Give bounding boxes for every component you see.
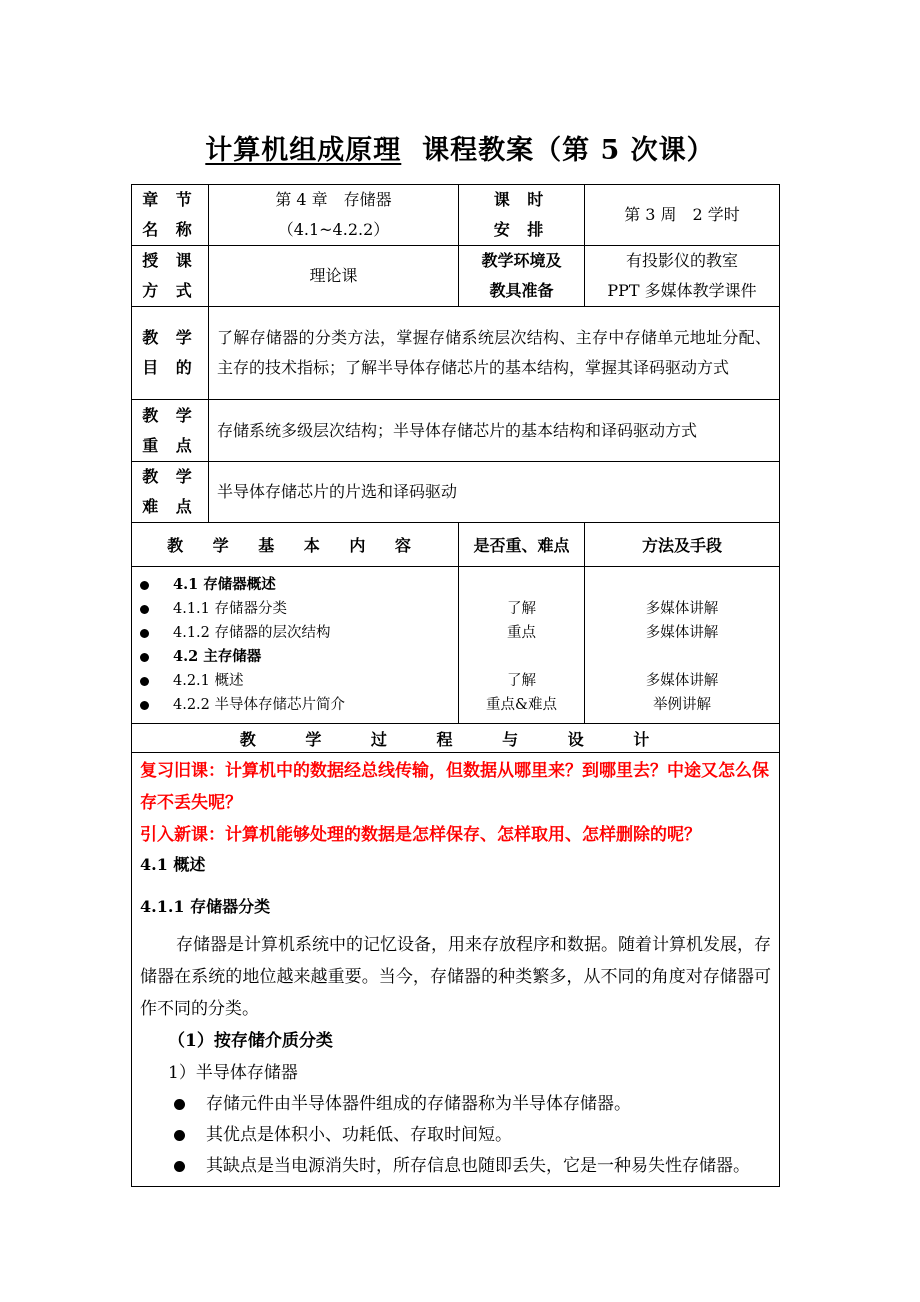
content-item-text: 4.2.2 半导体存储芯片简介 <box>173 697 346 713</box>
content-list <box>132 567 458 723</box>
label-line: 重 点 <box>142 435 198 455</box>
env-line: 有投影仪的教室 <box>625 251 738 270</box>
lesson-plan-table <box>131 184 780 1187</box>
bullet-item <box>140 1089 771 1120</box>
bullet-icon <box>140 701 149 710</box>
row-chapter <box>132 185 780 246</box>
label-line: 目 的 <box>142 358 198 377</box>
review-text: 复习旧课：计算机中的数据经总线传输，但数据从哪里来？到哪里去？中途又怎么保存不丢失呢？ <box>140 761 769 813</box>
row-goal <box>132 307 780 400</box>
chapter-label <box>132 185 209 246</box>
bullet-icon <box>140 581 149 590</box>
bullet-icon <box>140 605 149 614</box>
bullet-text: 其缺点是当电源消失时，所存信息也随即丢失，它是一种易失性存储器。 <box>206 1156 750 1176</box>
classification-subheading: 1）半导体存储器 <box>168 1063 298 1083</box>
content-item-text: 4.2 主存储器 <box>173 648 262 665</box>
method-cell <box>585 567 780 724</box>
content-row <box>132 567 780 724</box>
difficulty-label <box>132 462 209 523</box>
bullet-icon <box>174 1099 185 1110</box>
subsection-heading: 4.1.1 存储器分类 <box>140 897 271 916</box>
label-line: 方 式 <box>142 281 198 300</box>
level-list <box>459 567 584 723</box>
level-value: 重点&难点 <box>486 697 557 713</box>
intro-text: 引入新课：计算机能够处理的数据是怎样保存、怎样取用、怎样删除的呢？ <box>140 825 701 845</box>
bullet-text: 存储元件由半导体器件组成的存储器称为半导体存储器。 <box>206 1094 631 1114</box>
level-header: 是否重、难点 <box>459 523 585 567</box>
method-value: 多媒体讲解 <box>645 601 719 617</box>
content-item <box>140 597 458 621</box>
schedule-value: 第 3 周 2 学时 <box>585 185 780 246</box>
content-item-text: 4.2.1 概述 <box>173 673 244 689</box>
label-line: 安 排 <box>493 220 550 239</box>
method-value: 多媒体讲解 <box>645 625 719 641</box>
label-line: 章 节 <box>142 190 198 209</box>
process-header-row <box>132 724 780 753</box>
chapter-title: 第 4 章 存储器 <box>275 190 392 209</box>
chapter-range: （4.1~4.2.2） <box>277 220 390 239</box>
label-line: 名 称 <box>142 220 198 239</box>
bullet-text: 其优点是体积小、功耗低、存取时间短。 <box>206 1125 512 1145</box>
content-item <box>140 573 458 597</box>
bullet-item <box>140 1120 771 1151</box>
method-header: 方法及手段 <box>585 523 780 567</box>
label-line: 教具准备 <box>489 281 554 300</box>
course-name: 计算机组成原理 <box>205 135 402 166</box>
key-value: 存储系统多级层次结构；半导体存储芯片的基本结构和译码驱动方式 <box>209 400 780 462</box>
intro-paragraph: 存储器是计算机系统中的记忆设备，用来存放程序和数据。随着计算机发展，存储器在系统的地位越来越重要。当今，存储器的种类繁多，从不同的角度对存储器可作不同的分类。 <box>140 935 771 1019</box>
label-line: 教 学 <box>142 405 198 425</box>
section-heading: 4.1 概述 <box>140 855 206 874</box>
level-value: 重点 <box>507 625 536 641</box>
content-item <box>140 669 458 693</box>
bullet-icon <box>140 629 149 638</box>
level-value <box>459 645 584 669</box>
content-item <box>140 621 458 645</box>
label-line: 教学环境及 <box>481 251 562 270</box>
title-rest: 课程教案（第 5 次课） <box>401 135 715 166</box>
mode-label <box>132 246 209 307</box>
bullet-icon <box>174 1130 185 1141</box>
chapter-value <box>209 185 459 246</box>
process-header: 教 学 过 程 与 设 计 <box>132 724 780 753</box>
process-row <box>132 753 780 1187</box>
env-label <box>459 246 585 307</box>
label-line: 授 课 <box>142 251 198 270</box>
content-item <box>140 645 458 669</box>
classification-heading: （1）按存储介质分类 <box>168 1031 333 1051</box>
process-cell <box>132 753 780 1187</box>
content-item <box>140 693 458 717</box>
content-header-row <box>132 523 780 567</box>
row-key <box>132 400 780 462</box>
bullet-item <box>140 1151 771 1182</box>
goal-label <box>132 307 209 400</box>
content-list-cell <box>132 567 459 724</box>
level-cell <box>459 567 585 724</box>
content-item-text: 4.1.2 存储器的层次结构 <box>173 625 331 641</box>
goal-value: 了解存储器的分类方法，掌握存储系统层次结构、主存中存储单元地址分配、主存的技术指标；了解半导体存储芯片的基本结构，掌握其译码驱动方式 <box>209 307 780 400</box>
bullet-icon <box>174 1161 185 1172</box>
content-header: 教 学 基 本 内 容 <box>132 523 459 567</box>
label-line: 难 点 <box>142 497 198 516</box>
row-mode <box>132 246 780 307</box>
key-label <box>132 400 209 462</box>
env-line: PPT 多媒体教学课件 <box>607 281 757 300</box>
difficulty-value: 半导体存储芯片的片选和译码驱动 <box>209 462 780 523</box>
schedule-label <box>459 185 585 246</box>
bullet-icon <box>140 653 149 662</box>
bullet-list <box>140 1089 771 1182</box>
row-difficulty <box>132 462 780 523</box>
page-title <box>0 128 920 167</box>
level-value: 了解 <box>507 601 536 617</box>
method-value: 举例讲解 <box>653 697 711 713</box>
level-value: 了解 <box>507 673 536 689</box>
content-item-text: 4.1 存储器概述 <box>173 576 276 593</box>
label-line: 教 学 <box>142 467 198 486</box>
method-value <box>585 645 779 669</box>
env-value <box>585 246 780 307</box>
mode-value: 理论课 <box>209 246 459 307</box>
label-line: 课 时 <box>493 190 550 209</box>
content-item-text: 4.1.1 存储器分类 <box>173 601 288 617</box>
method-list <box>585 567 779 723</box>
method-value: 多媒体讲解 <box>645 673 719 689</box>
label-line: 教 学 <box>142 328 198 347</box>
bullet-icon <box>140 677 149 686</box>
